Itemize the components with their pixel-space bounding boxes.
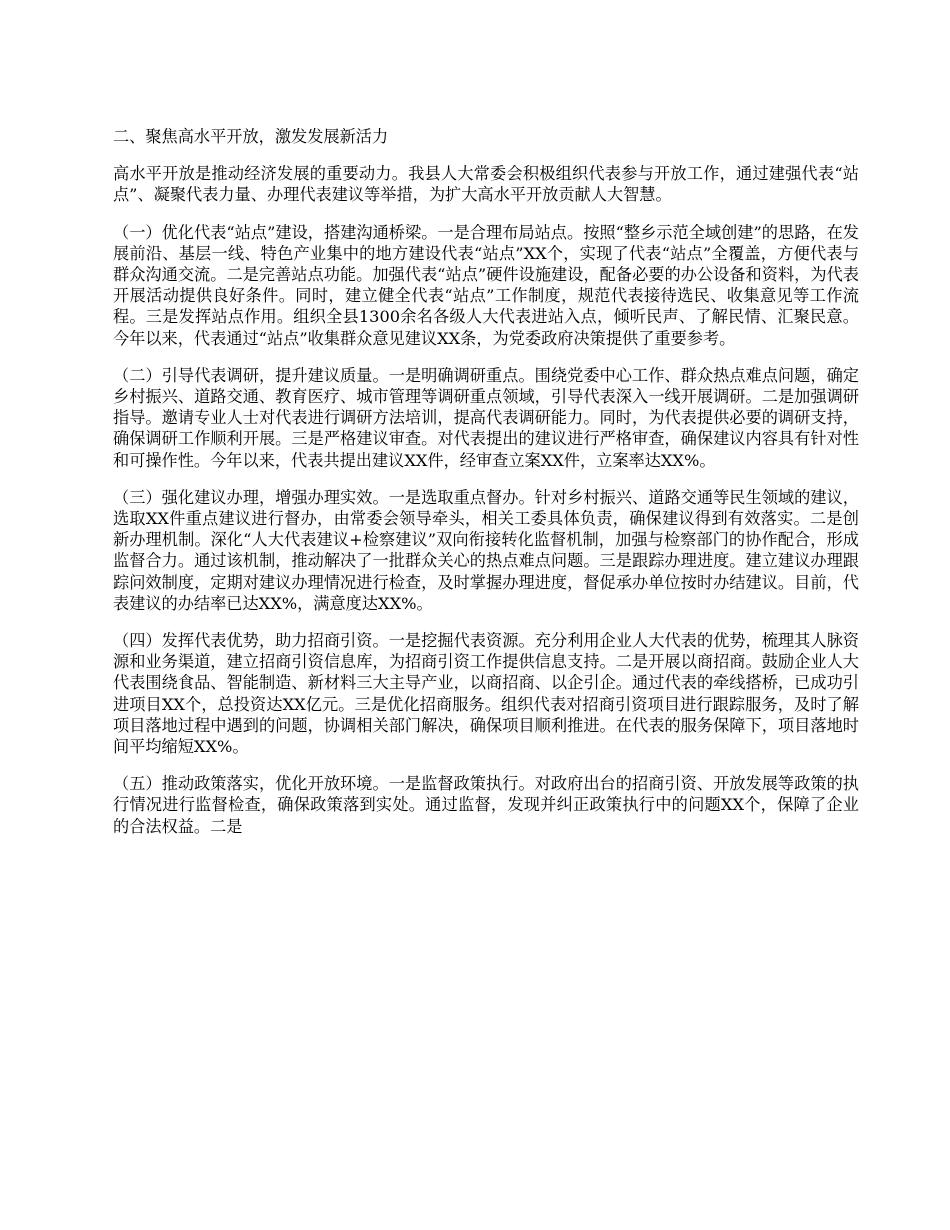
intro-paragraph: 高水平开放是推动经济发展的重要动力。我县人大常委会积极组织代表参与开放工作，通过建强代表“站点”、凝聚代表力量、办理代表建议等举措，为扩大高水平开放贡献人大智慧。 xyxy=(113,164,859,205)
paragraph-suggestion-handling: （三）强化建议办理，增强办理实效。一是选取重点督办。针对乡村振兴、道路交通等民生领域的建议，选取XX件重点建议进行督办，由常委会领导牵头，相关工委具体负责，确保建议得到有效落实。二是创新办理机制。深化“人大代表建议+检察建议”双向衔接转化监督机制，加强与检察部门的协作配合，形成监督合力。通过该机制，推动解决了一批群众关心的热点难点问题。三是跟踪办理进度。建立建议办理跟踪问效制度，定期对建议办理情况进行检查，及时掌握办理进度，督促承办单位按时办结建议。目前，代表建议的办结率已达XX%，满意度达XX%。 xyxy=(113,487,859,613)
paragraph-policy-implementation: （五）推动政策落实，优化开放环境。一是监督政策执行。对政府出台的招商引资、开放发展等政策的执行情况进行监督检查，确保政策落到实处。通过监督，发现并纠正政策执行中的问题XX个，保障了企业的合法权益。二是 xyxy=(113,774,859,836)
paragraph-station-building: （一）优化代表“站点”建设，搭建沟通桥梁。一是合理布局站点。按照“整乡示范全域创建”的思路，在发展前沿、基层一线、特色产业集中的地方建设代表“站点”XX个，实现了代表“站点”全覆盖，方便代表与群众沟通交流。二是完善站点功能。加强代表“站点”硬件设施建设，配备必要的办公设备和资料，为代表开展活动提供良好条件。同时，建立健全代表“站点”工作制度，规范代表接待选民、收集意见等工作流程。三是发挥站点作用。组织全县1300余名各级人大代表进站入点，倾听民声、了解民情、汇聚民意。今年以来，代表通过“站点”收集群众意见建议XX条，为党委政府决策提供了重要参考。 xyxy=(113,222,859,348)
document-page xyxy=(113,126,859,853)
paragraph-research: （二）引导代表调研，提升建议质量。一是明确调研重点。围绕党委中心工作、群众热点难点问题，确定乡村振兴、道路交通、教育医疗、城市管理等调研重点领域，引导代表深入一线开展调研。二是加强调研指导。邀请专业人士对代表进行调研方法培训，提高代表调研能力。同时，为代表提供必要的调研支持，确保调研工作顺利开展。三是严格建议审查。对代表提出的建议进行严格审查，确保建议内容具有针对性和可操作性。今年以来，代表共提出建议XX件，经审查立案XX件，立案率达XX%。 xyxy=(113,365,859,470)
section-heading: 二、聚焦高水平开放，激发发展新活力 xyxy=(113,127,389,146)
paragraph-investment-attraction: （四）发挥代表优势，助力招商引资。一是挖掘代表资源。充分利用企业人大代表的优势，梳理其人脉资源和业务渠道，建立招商引资信息库，为招商引资工作提供信息支持。二是开展以商招商。鼓励企业人大代表围绕食品、智能制造、新材料三大主导产业，以商招商、以企引企。通过代表的牵线搭桥，已成功引进项目XX个，总投资达XX亿元。三是优化招商服务。组织代表对招商引资项目进行跟踪服务，及时了解项目落地过程中遇到的问题，协调相关部门解决，确保项目顺利推进。在代表的服务保障下，项目落地时间平均缩短XX%。 xyxy=(113,631,859,757)
